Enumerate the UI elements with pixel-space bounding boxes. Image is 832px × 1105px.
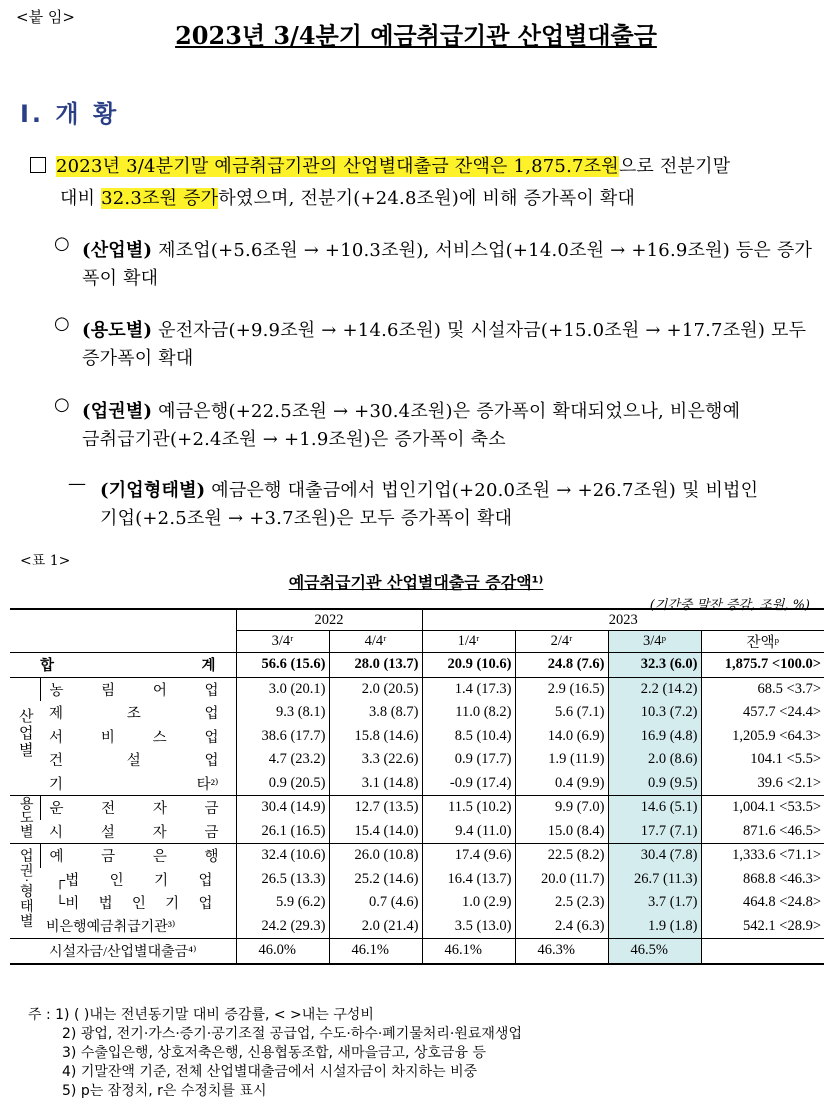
table-cell: 26.5 (13.3) [236, 868, 329, 892]
table-cell: 46.0% [236, 939, 329, 964]
table-row: 제 조 업 9.3 (8.1) 3.8 (8.7) 11.0 (8.2) 5.6 (7.1) 10.3 (7.2) 457.7 <24.4> [10, 701, 824, 725]
footnotes [28, 1006, 522, 1101]
col-header: 4/4ʳ [329, 631, 422, 653]
table-cell: 4.7 (23.2) [236, 748, 329, 772]
table-cell: 1,004.1 <53.5> [701, 796, 824, 820]
table-cell: 0.4 (9.9) [515, 772, 608, 796]
table-cell: 3.5 (13.0) [422, 915, 515, 939]
table-cell: 542.1 <28.9> [701, 915, 824, 939]
table-cell: 9.9 (7.0) [515, 796, 608, 820]
table-cell: 14.0 (6.9) [515, 725, 608, 749]
table-cell: 2.5 (2.3) [515, 891, 608, 915]
table-unit: (기간중 말잔 증감, 조원, %) [649, 598, 810, 613]
group-sector: 업권·형태별 [10, 844, 40, 939]
table-cell: 16.9 (4.8) [608, 725, 701, 749]
summary-line-1: 2023년 3/4분기말 예금취급기관의 산업별대출금 잔액은 1,875.7조원으로 전분기말 [30, 152, 730, 178]
table-cell: 2.4 (6.3) [515, 915, 608, 939]
table-cell: 26.1 (16.5) [236, 820, 329, 844]
table-cell: 2.0 (20.5) [329, 677, 422, 701]
table-title: 예금취급기관 산업별대출금 증감액¹⁾ [288, 573, 544, 592]
circle-bullet-icon: ○ [54, 313, 70, 334]
table-cell: 26.7 (11.3) [608, 868, 701, 892]
col-header: 1/4ʳ [422, 631, 515, 653]
table-cell: 868.8 <46.3> [701, 868, 824, 892]
quarter-header-row [10, 631, 824, 653]
table-cell: 14.6 (5.1) [608, 796, 701, 820]
year-2023: 2023 [422, 609, 824, 631]
table-cell: 0.9 (20.5) [236, 772, 329, 796]
table-cell: -0.9 (17.4) [422, 772, 515, 796]
table-cell: 26.0 (10.8) [329, 844, 422, 868]
table-cell: 15.4 (14.0) [329, 820, 422, 844]
table-cell: 12.7 (13.5) [329, 796, 422, 820]
table-cell: 2.0 (21.4) [329, 915, 422, 939]
group-industry: 산업별 [16, 708, 33, 760]
bullet-industry-line-2: 폭이 확대 [82, 268, 159, 289]
table-cell: 2.0 (8.6) [608, 748, 701, 772]
footnote: 3) 수출입은행, 상호저축은행, 신용협동조합, 새마을금고, 상호금융 등 [62, 1045, 487, 1061]
table-cell: 1,875.7 <100.0> [701, 653, 824, 678]
table-cell: 3.8 (8.7) [329, 701, 422, 725]
table-cell: 1,205.9 <64.3> [701, 725, 824, 749]
table-row: 산업별 농 림 어 업 3.0 (20.1) 2.0 (20.5) 1.4 (17.3) 2.9 (16.5) 2.2 (14.2) 68.5 <3.7> [10, 677, 824, 701]
col-header: 잔액ᵖ [701, 631, 824, 653]
table-cell: 1,333.6 <71.1> [701, 844, 824, 868]
table-cell: 22.5 (8.2) [515, 844, 608, 868]
table-cell: 3.3 (22.6) [329, 748, 422, 772]
table-cell: 0.7 (4.6) [329, 891, 422, 915]
table-cell: 39.6 <2.1> [701, 772, 824, 796]
bullet-sector-line-2: 금취급기관(+2.4조원 → +1.9조원)은 증가폭이 축소 [82, 429, 506, 450]
table-cell: 1.4 (17.3) [422, 677, 515, 701]
table-cell: 104.1 <5.5> [701, 748, 824, 772]
col-header: 3/4ʳ [236, 631, 329, 653]
table-cell: 1.9 (11.9) [515, 748, 608, 772]
table-row: ┌법 인 기 업 26.5 (13.3) 25.2 (14.6) 16.4 (13.7) 20.0 (11.7) 26.7 (11.3) 868.8 <46.3> [10, 868, 824, 892]
group-use: 용도별 [10, 796, 40, 844]
circle-bullet-icon: ○ [54, 233, 70, 254]
table-cell: 38.6 (17.7) [236, 725, 329, 749]
table-row: 용도별 운 전 자 금 30.4 (14.9) 12.7 (13.5) 11.5 (10.2) 9.9 (7.0) 14.6 (5.1) 1,004.1 <53.5> [10, 796, 824, 820]
table-cell: 11.0 (8.2) [422, 701, 515, 725]
table-cell: 464.8 <24.8> [701, 891, 824, 915]
table-cell: 46.3% [515, 939, 608, 964]
table-cell: 11.5 (10.2) [422, 796, 515, 820]
table-cell: 871.6 <46.5> [701, 820, 824, 844]
table-cell: 32.3 (6.0) [608, 653, 701, 678]
table-cell: 9.3 (8.1) [236, 701, 329, 725]
table-cell: 15.8 (14.6) [329, 725, 422, 749]
table-cell: 5.9 (6.2) [236, 891, 329, 915]
table-cell: 20.9 (10.6) [422, 653, 515, 678]
table-cell: 3.7 (1.7) [608, 891, 701, 915]
attachment-tag: <붙 임> [16, 8, 75, 26]
table-row: 기 타²⁾ 0.9 (20.5) 3.1 (14.8) -0.9 (17.4) 0.4 (9.9) 0.9 (9.5) 39.6 <2.1> [10, 772, 824, 796]
table-cell: 457.7 <24.4> [701, 701, 824, 725]
table-cell: 15.0 (8.4) [515, 820, 608, 844]
table-row: 시설자금/산업별대출금⁴⁾ 46.0% 46.1% 46.1% 46.3% 46.5% [10, 939, 824, 964]
table-cell: 3.1 (14.8) [329, 772, 422, 796]
table-cell: 1.0 (2.9) [422, 891, 515, 915]
table-row: 업권·형태별 예 금 은 행 32.4 (10.6) 26.0 (10.8) 17.4 (9.6) 22.5 (8.2) 30.4 (7.8) 1,333.6 <71.1> [10, 844, 824, 868]
table-row: 비은행예금취급기관³⁾ 24.2 (29.3) 2.0 (21.4) 3.5 (13.0) 2.4 (6.3) 1.9 (1.8) 542.1 <28.9> [10, 915, 824, 939]
table-cell: 0.9 (17.7) [422, 748, 515, 772]
footnote: 4) 기말잔액 기준, 전체 산업별대출금에서 시설자금이 차지하는 비중 [62, 1064, 478, 1080]
page-title: 2023년 3/4분기 예금취급기관 산업별대출금 [175, 21, 657, 50]
table-cell: 46.1% [422, 939, 515, 964]
table-cell: 20.0 (11.7) [515, 868, 608, 892]
table-row: └비 법 인 기 업 5.9 (6.2) 0.7 (4.6) 1.0 (2.9) 2.5 (2.3) 3.7 (1.7) 464.8 <24.8> [10, 891, 824, 915]
table-cell: 30.4 (7.8) [608, 844, 701, 868]
table-cell: 3.0 (20.1) [236, 677, 329, 701]
year-2022: 2022 [236, 609, 422, 631]
table-cell: 17.7 (7.1) [608, 820, 701, 844]
table-cell: 10.3 (7.2) [608, 701, 701, 725]
table-cell: 24.2 (29.3) [236, 915, 329, 939]
table-cell: 8.5 (10.4) [422, 725, 515, 749]
bullet-use-line-2: 증가폭이 확대 [82, 348, 194, 369]
table-cell: 2.9 (16.5) [515, 677, 608, 701]
bullet-sector-line-1: (업권별) 예금은행(+22.5조원 → +30.4조원)은 증가폭이 확대되었으나, 비은행예 [82, 401, 741, 422]
footnote: 5) p는 잠정치, r은 수정치를 표시 [62, 1083, 267, 1099]
checkbox-square-icon [30, 157, 46, 173]
bullet-industry-line-1: (산업별) 제조업(+5.6조원 → +10.3조원), 서비스업(+14.0조원 → +16.9조원) 등은 증가 [82, 240, 813, 261]
table-cell: 25.2 (14.6) [329, 868, 422, 892]
table-row: 건 설 업 4.7 (23.2) 3.3 (22.6) 0.9 (17.7) 1.9 (11.9) 2.0 (8.6) 104.1 <5.5> [10, 748, 824, 772]
table-cell: 56.6 (15.6) [236, 653, 329, 678]
circle-bullet-icon: ○ [54, 394, 70, 415]
table-cell [701, 939, 824, 964]
dash-bullet-icon: — [68, 473, 86, 494]
table-cell: 46.5% [608, 939, 701, 964]
table-cell: 2.2 (14.2) [608, 677, 701, 701]
table-cell: 9.4 (11.0) [422, 820, 515, 844]
section-heading: Ⅰ. 개 황 [20, 100, 120, 128]
col-header: 3/4ᵖ [608, 631, 701, 653]
table-cell: 28.0 (13.7) [329, 653, 422, 678]
col-header: 2/4ʳ [515, 631, 608, 653]
table-cell: 16.4 (13.7) [422, 868, 515, 892]
summary-line-2: 대비 32.3조원 증가하였으며, 전분기(+24.8조원)에 비해 증가폭이 확대 [60, 188, 636, 209]
footnote: 주 : 1) ( )내는 전년동기말 대비 증감률, < >내는 구성비 [28, 1007, 374, 1023]
loan-table [10, 608, 824, 965]
footnote: 2) 광업, 전기·가스·증기·공기조절 공급업, 수도·하수·폐기물처리·원료재생업 [62, 1026, 522, 1042]
total-row: 합 계 56.6 (15.6) 28.0 (13.7) 20.9 (10.6) 24.8 (7.6) 32.3 (6.0) 1,875.7 <100.0> [10, 653, 824, 678]
table-cell: 32.4 (10.6) [236, 844, 329, 868]
table-cell: 24.8 (7.6) [515, 653, 608, 678]
table-tag: <표 1> [20, 553, 71, 569]
year-header-row [10, 609, 824, 631]
table-cell: 30.4 (14.9) [236, 796, 329, 820]
table-cell: 46.1% [329, 939, 422, 964]
table-cell: 5.6 (7.1) [515, 701, 608, 725]
bullet-use-line-1: (용도별) 운전자금(+9.9조원 → +14.6조원) 및 시설자금(+15.0조원 → +17.7조원) 모두 [82, 320, 807, 341]
table-row: 서 비 스 업 38.6 (17.7) 15.8 (14.6) 8.5 (10.4) 14.0 (6.9) 16.9 (4.8) 1,205.9 <64.3> [10, 725, 824, 749]
table-cell: 68.5 <3.7> [701, 677, 824, 701]
table-cell: 0.9 (9.5) [608, 772, 701, 796]
table-cell: 17.4 (9.6) [422, 844, 515, 868]
table-cell: 1.9 (1.8) [608, 915, 701, 939]
bullet-form-line-1: (기업형태별) 예금은행 대출금에서 법인기업(+20.0조원 → +26.7조원) 및 비법인 [100, 480, 759, 501]
bullet-form-line-2: 기업(+2.5조원 → +3.7조원)은 모두 증가폭이 확대 [100, 508, 513, 529]
table-row: 시 설 자 금 26.1 (16.5) 15.4 (14.0) 9.4 (11.0) 15.0 (8.4) 17.7 (7.1) 871.6 <46.5> [10, 820, 824, 844]
